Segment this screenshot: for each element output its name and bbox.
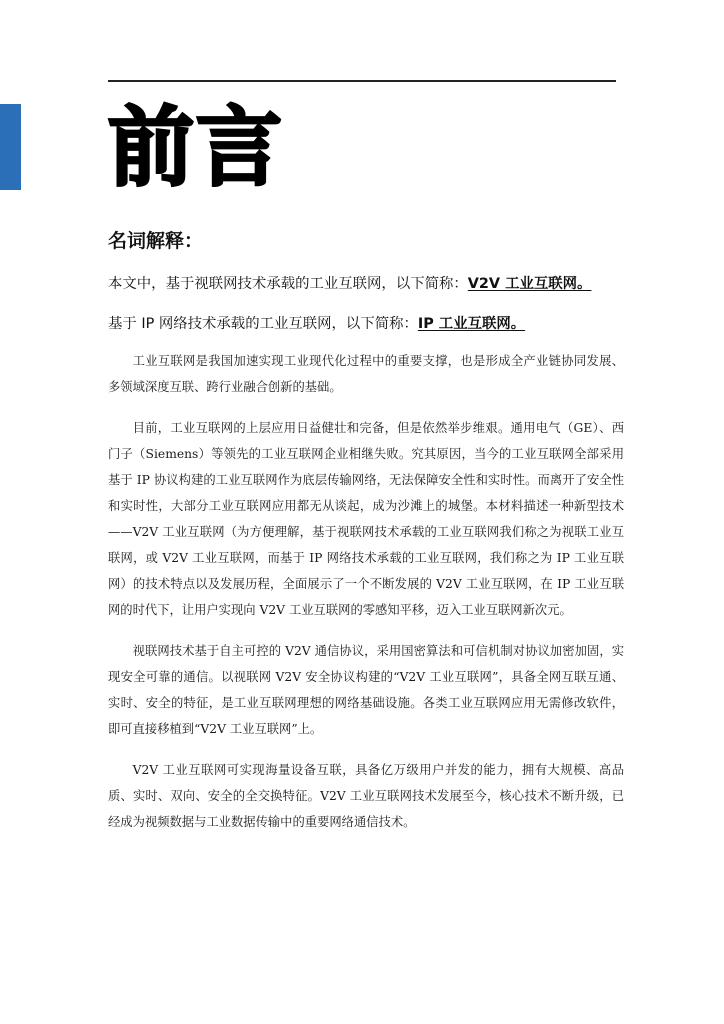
paragraph: V2V 工业互联网可实现海量设备互联，具备亿万级用户并发的能力，拥有大规模、高品质、实时、双向、安全的全交换特征。V2V 工业互联网技术发展至今，核心技术不断升级，已经成为视频数据与工业数据传输中的重要网络通信技术。	[108, 763, 624, 829]
paragraph: 视联网技术基于自主可控的 V2V 通信协议，采用国密算法和可信机制对协议加密加固，实现安全可靠的通信。以视联网 V2V 安全协议构建的“V2V 工业互联网”，具备全网互联互通、实时、安全的特征，是工业互联网理想的网络基础设施。各类工业互联网应用无需修改软件，即可直接移植到“V2V 工业互联网”上。	[108, 644, 624, 736]
chapter-side-tab	[0, 104, 21, 190]
page-title: 前言	[108, 98, 284, 198]
paragraph: 目前，工业互联网的上层应用日益健壮和完备，但是依然举步维艰。通用电气（GE）、西门子（Siemens）等领先的工业互联网企业相继失败。究其原因，当今的工业互联网全部采用基于 IP 协议构建的工业互联网作为底层传输网络，无法保障安全性和实时性。而离开了安全性和实时性，大部分工业互联网应用都无从谈起，成为沙滩上的城堡。本材料描述一种新型技术——V2V 工业互联网（为方便理解，基于视联网技术承载的工业互联网我们称之为视联工业互联网，或 V2V 工业互联网，而基于 IP 网络技术承载的工业互联网，我们称之为 IP 工业互联网）的技术特点以及发展历程，全面展示了一个不断发展的 V2V 工业互联网，在 IP 工业互联网的时代下，让用户实现向 V2V 工业互联网的零感知平移，迈入工业互联网新次元。	[108, 421, 624, 617]
definition-text: 本文中，基于视联网技术承载的工业互联网，以下简称：	[108, 276, 468, 292]
definition-text: 基于 IP 网络技术承载的工业互联网，以下简称：	[108, 316, 418, 332]
paragraph: 工业互联网是我国加速实现工业现代化过程中的重要支撑，也是形成全产业链协同发展、多领域深度互联、跨行业融合创新的基础。	[108, 354, 624, 394]
definition-end: 。	[510, 316, 526, 332]
definition-line-ip	[108, 313, 525, 335]
definition-term: IP 工业互联网	[417, 316, 511, 332]
header-rule	[108, 80, 616, 82]
definition-end: 。	[577, 276, 592, 292]
body-text	[108, 348, 624, 850]
definition-line-v2v	[108, 273, 591, 295]
section-heading: 名词解释：	[108, 230, 204, 252]
definition-term: V2V 工业互联网	[467, 276, 578, 292]
